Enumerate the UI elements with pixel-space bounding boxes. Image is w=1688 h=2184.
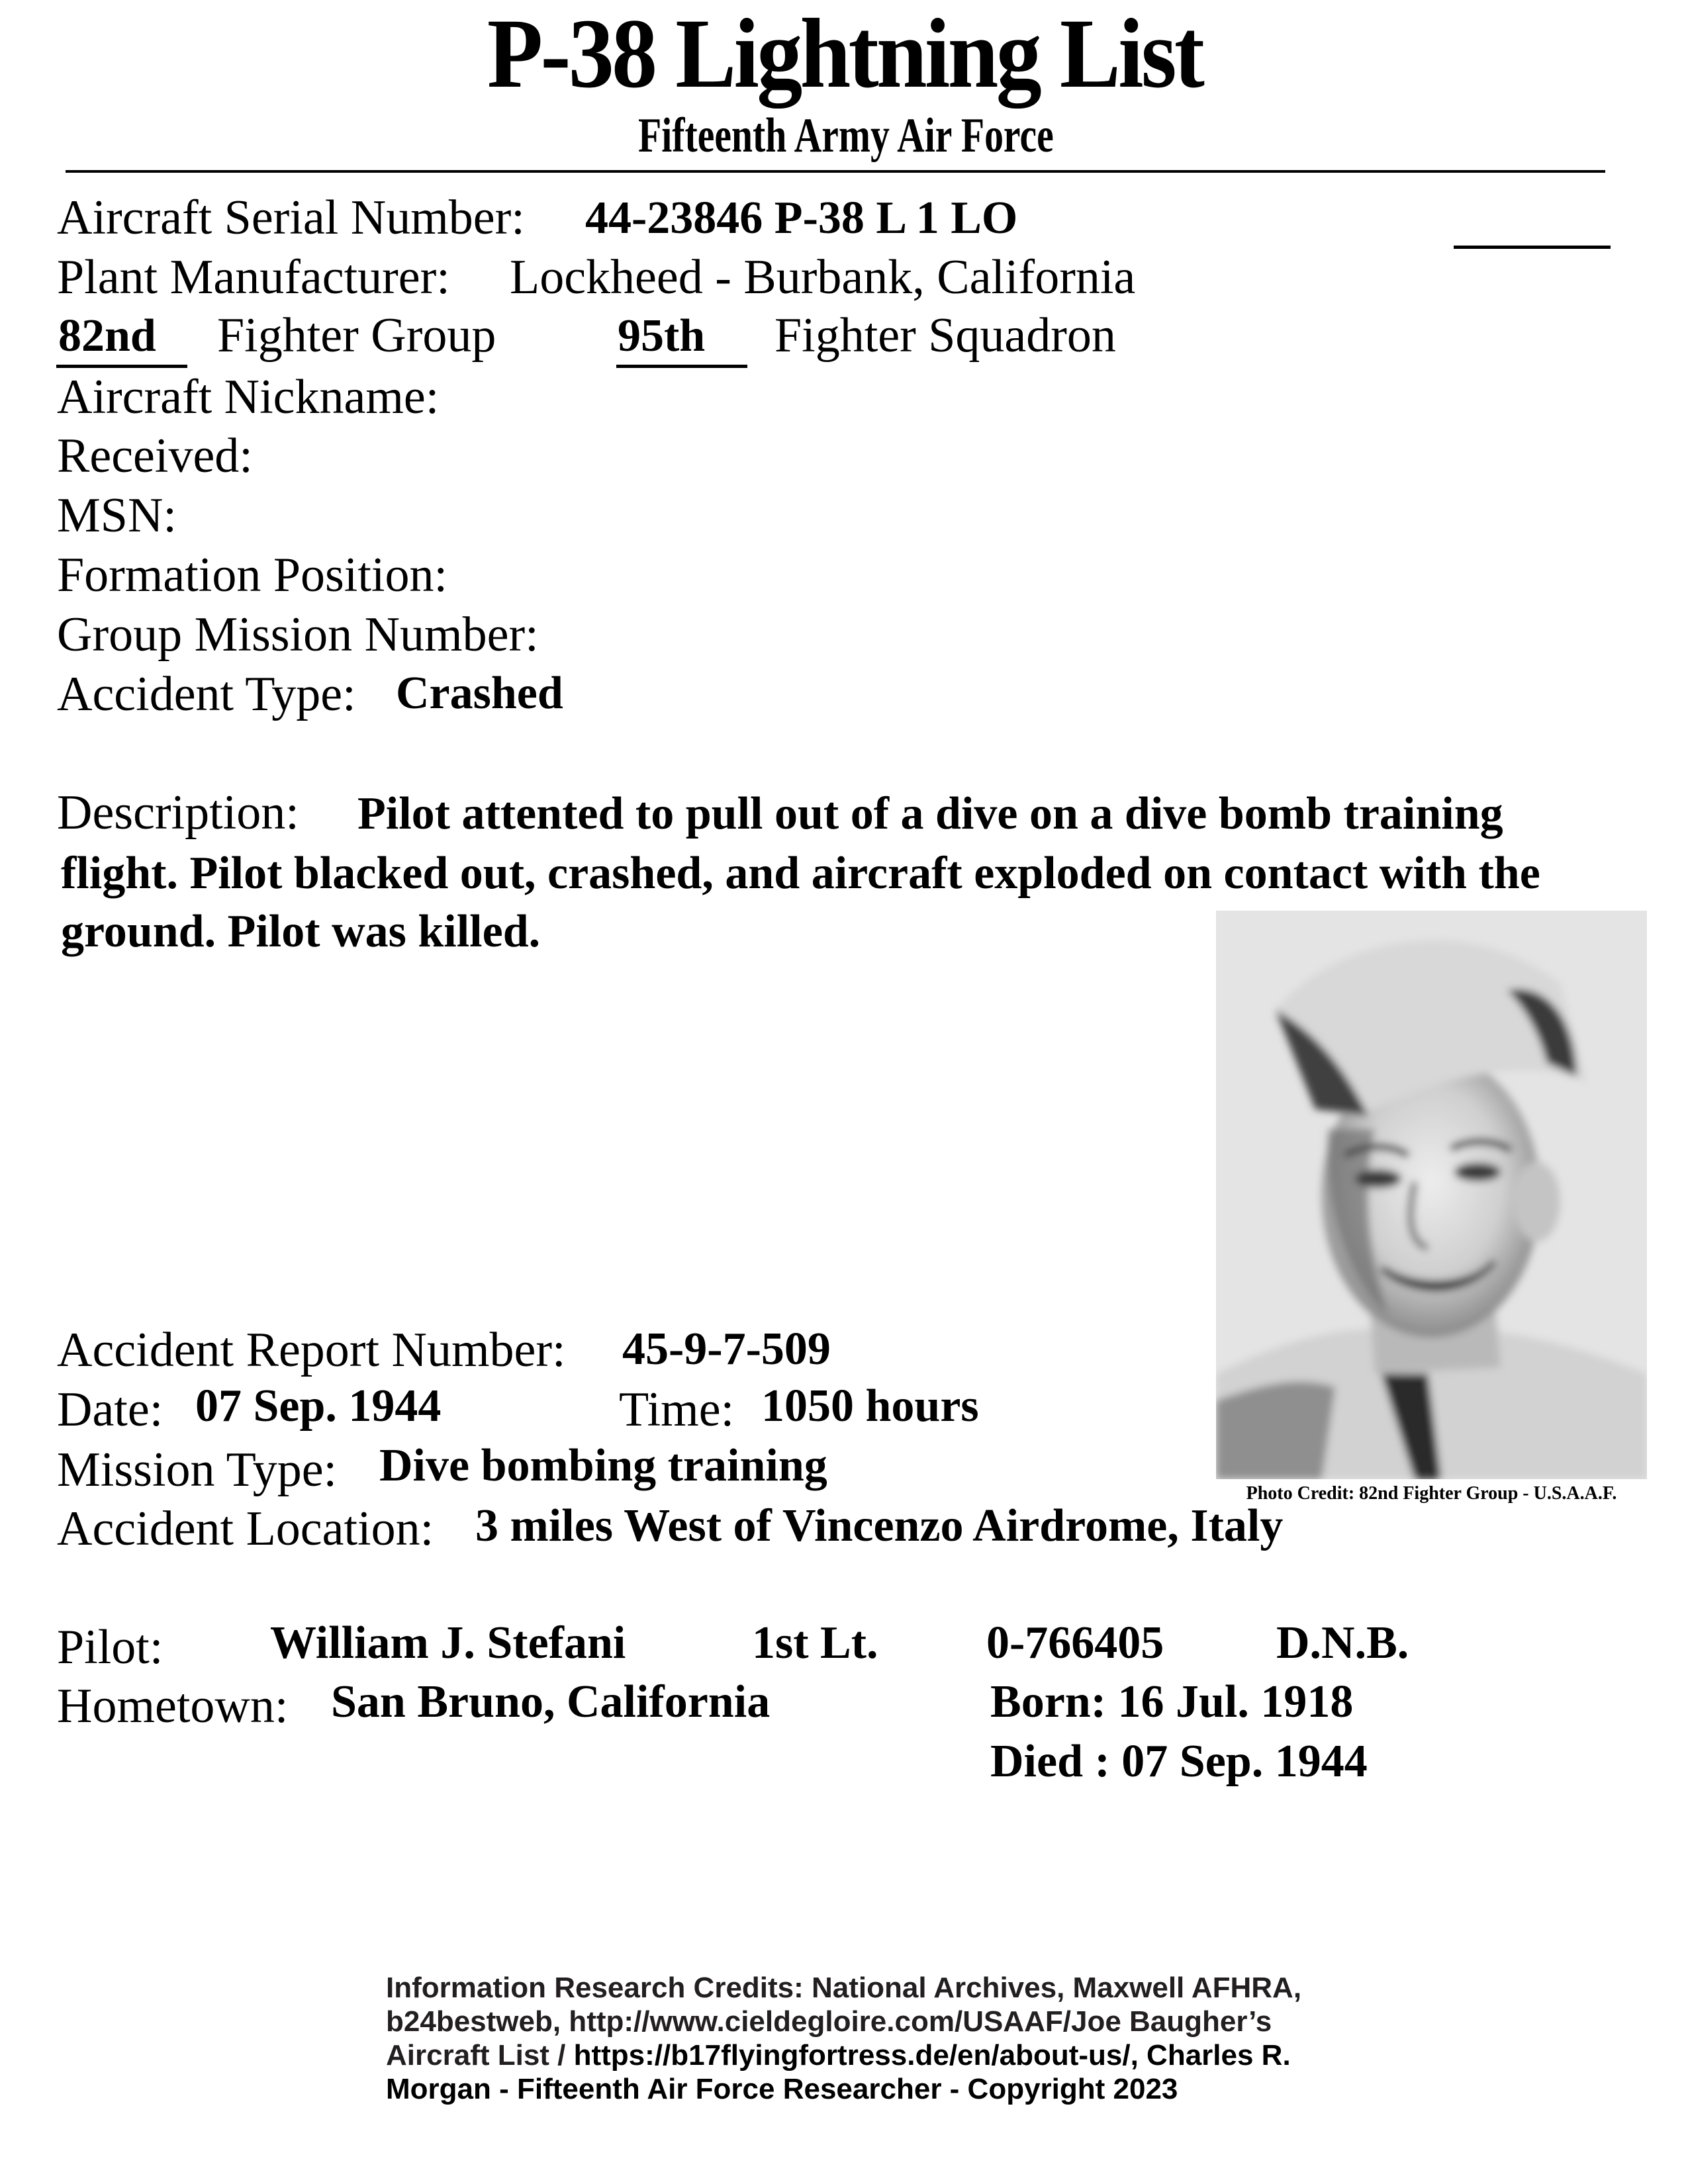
fighter-squadron-underline: [616, 365, 747, 368]
pilot-status: D.N.B.: [1276, 1617, 1409, 1668]
pilot-rank: 1st Lt.: [752, 1617, 878, 1668]
accident-type-value: Crashed: [396, 668, 563, 719]
description-line-3: ground. Pilot was killed.: [61, 906, 541, 957]
hometown-value: San Bruno, California: [331, 1676, 771, 1727]
credits-line-1: Information Research Credits: National Archives, Maxwell AFHRA,: [386, 1972, 1302, 2004]
pilot-died: Died : 07 Sep. 1944: [990, 1736, 1368, 1787]
received-label: Received:: [57, 429, 253, 483]
description-label: Description:: [57, 786, 299, 840]
msn-label: MSN:: [57, 488, 177, 543]
research-credits: [386, 1971, 1301, 2106]
page-subtitle: Fifteenth Army Air Force: [637, 109, 1054, 163]
fighter-group-value: 82nd: [58, 310, 156, 361]
fighter-group-underline: [56, 365, 187, 368]
group-mission-number-label: Group Mission Number:: [57, 608, 539, 662]
time-label: Time:: [619, 1383, 735, 1437]
pilot-label: Pilot:: [57, 1620, 164, 1674]
manufacturer-value: Lockheed - Burbank, California: [510, 250, 1136, 304]
accident-type-label: Accident Type:: [57, 667, 356, 721]
portrait-image-icon: [1216, 911, 1647, 1479]
fighter-squadron-value: 95th: [618, 310, 706, 361]
accident-location-label: Accident Location:: [57, 1502, 434, 1556]
accident-report-label: Accident Report Number:: [57, 1323, 566, 1377]
photo-credit: Photo Credit: 82nd Fighter Group - U.S.A.A.F.: [1246, 1483, 1617, 1504]
date-label: Date:: [57, 1383, 164, 1437]
fighter-squadron-label: Fighter Squadron: [774, 308, 1116, 363]
date-value: 07 Sep. 1944: [195, 1381, 442, 1432]
fighter-group-label: Fighter Group: [217, 308, 496, 363]
credits-line-2: b24bestweb, http://www.cieldegloire.com/USAAF/Joe Baugher’s: [386, 2005, 1272, 2038]
manufacturer-label: Plant Manufacturer:: [57, 250, 450, 304]
credits-line-4: Morgan - Fifteenth Air Force Researcher - Copyright 2023: [386, 2073, 1178, 2105]
accident-report-value: 45-9-7-509: [622, 1324, 831, 1375]
description-line-1: Pilot attented to pull out of a dive on a dive bomb training: [357, 788, 1503, 839]
description-line-2: flight. Pilot blacked out, crashed, and aircraft exploded on contact with the: [61, 848, 1540, 899]
pilot-born: Born: 16 Jul. 1918: [990, 1676, 1354, 1727]
pilot-service-number: 0-766405: [986, 1617, 1164, 1668]
hometown-label: Hometown:: [57, 1679, 289, 1733]
pilot-photo: [1216, 911, 1647, 1479]
pilot-name: William J. Stefani: [270, 1617, 626, 1668]
page-title: P-38 Lightning List: [487, 0, 1203, 109]
accident-location-value: 3 miles West of Vincenzo Airdrome, Italy: [475, 1500, 1284, 1551]
credits-line-3-start: Aircraft List /: [386, 2039, 574, 2071]
credits-line-3: [386, 2038, 1301, 2072]
mission-type-label: Mission Type:: [57, 1443, 338, 1497]
formation-position-label: Formation Position:: [57, 548, 448, 602]
serial-number-value: 44-23846 P-38 L 1 LO: [585, 193, 1018, 244]
nickname-label: Aircraft Nickname:: [57, 370, 440, 424]
header-divider: [66, 170, 1605, 173]
serial-number-label: Aircraft Serial Number:: [57, 191, 525, 245]
mission-type-value: Dive bombing training: [379, 1440, 827, 1491]
credits-line-3-end: https://b17flyingfortress.de/en/about-us/, Charles R.: [573, 2039, 1291, 2071]
time-value: 1050 hours: [761, 1381, 979, 1432]
blank-fill-line: [1454, 246, 1611, 249]
